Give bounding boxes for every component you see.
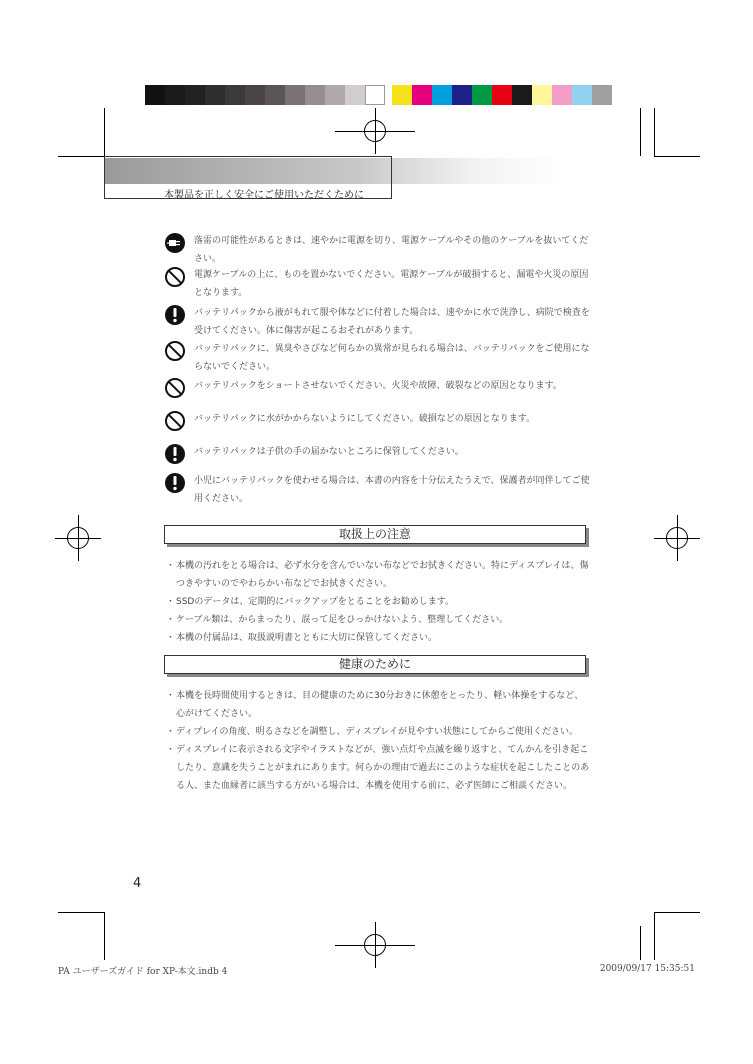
gray-swatch — [265, 85, 285, 105]
warning-text: バッテリパックは子供の手の届かないところに保管してください。 — [194, 447, 464, 457]
list-item: ・ ディスプレイに表示される文字やイラストなどが、強い点灯や点滅を繰り返すと、てんかんを引き起こしたり、意識を失うことがまれにあります。何らかの理由で過去にこのような症状を起こしたことのある人、また血縁者に該当する方がいる場合は、本機を使用する前に、必ず医師にご相談ください。 — [166, 741, 592, 795]
color-swatch — [412, 85, 432, 105]
crop-mark — [104, 912, 105, 960]
list-item: ・ ディプレイの角度、明るさなどを調整し、ディスプレイが見やすい状態にしてからご使用ください。 — [166, 723, 592, 741]
crop-mark — [640, 926, 641, 960]
warning-text: バッテリパックに、異臭やさびなど何らかの異常が見られる場合は、バッテリパックをご使用にならないでください。 — [194, 344, 590, 372]
health-list — [166, 687, 592, 795]
gray-swatch — [165, 85, 185, 105]
color-swatch — [552, 85, 572, 105]
prohibited-icon — [164, 340, 186, 362]
gray-swatch — [345, 85, 365, 105]
color-swatch — [492, 85, 512, 105]
page-title: 本製品を正しく安全にご使用いただくために — [164, 190, 364, 201]
color-swatch — [592, 85, 612, 105]
list-item: ・ 本機の付属品は、取扱説明書とともに大切に保管してください。 — [166, 629, 592, 647]
gray-swatch — [365, 85, 385, 105]
handling-list — [166, 557, 592, 647]
registration-mark-icon — [364, 934, 386, 956]
crop-mark — [104, 108, 105, 156]
swatch-gap — [385, 85, 392, 105]
gray-swatch — [245, 85, 265, 105]
crop-mark — [58, 912, 104, 913]
color-swatch — [432, 85, 452, 105]
registration-mark-icon — [364, 120, 386, 142]
crop-mark — [654, 156, 700, 157]
color-calibration-bar — [145, 85, 612, 105]
color-swatch — [472, 85, 492, 105]
gray-swatch — [185, 85, 205, 105]
registration-mark-icon — [666, 527, 688, 549]
footer-file-info: PA ユーザーズガイド for XP-本文.indb 4 — [58, 967, 228, 977]
footer-timestamp: 2009/09/17 15:35:51 — [599, 964, 695, 974]
color-swatch — [392, 85, 412, 105]
prohibited-icon — [164, 266, 186, 288]
page-number: 4 — [133, 876, 142, 891]
warning-text: 小児にバッテリパックを使わせる場合は、本書の内容を十分伝えたうえで、保護者が同伴してご使用ください。 — [194, 476, 590, 504]
warning-text: バッテリパックから液がもれて服や体などに付着した場合は、速やかに水で洗浄し、病院で検査を受けてください。体に傷害が起こるおそれがあります。 — [194, 308, 590, 336]
caution-icon — [164, 472, 186, 494]
color-swatch — [512, 85, 532, 105]
gray-swatch — [285, 85, 305, 105]
gray-swatch — [325, 85, 345, 105]
crop-mark — [58, 156, 104, 157]
gray-swatch — [205, 85, 225, 105]
prohibited-icon — [164, 410, 186, 432]
registration-mark-icon — [67, 527, 89, 549]
warning-text: 電源ケーブルの上に、ものを置かないでください。電源ケーブルが破損すると、漏電や火災の原因となります。 — [194, 270, 589, 298]
caution-icon — [164, 304, 186, 326]
color-swatch — [452, 85, 472, 105]
warning-text: バッテリパックに水がかからないようにしてください。破損などの原因となります。 — [194, 414, 536, 424]
crop-mark — [654, 912, 655, 960]
prohibited-icon — [164, 377, 186, 399]
list-item: ・ 本機を長時間使用するときは、目の健康のために30分おきに休憩をとったり、軽い体操をするなど、心がけてください。 — [166, 687, 592, 723]
gray-swatch — [305, 85, 325, 105]
crop-mark — [640, 108, 641, 156]
list-item: ・ SSDのデータは、定期的にバックアップをとることをお勧めします。 — [166, 593, 592, 611]
section-heading-health: 健康のために — [164, 655, 586, 674]
gray-swatch — [225, 85, 245, 105]
warning-text: 落雷の可能性があるときは、速やかに電源を切り、電源ケーブルやその他のケーブルを抜いてください。 — [194, 236, 589, 264]
unplug-icon — [164, 232, 186, 254]
caution-icon — [164, 443, 186, 465]
list-item: ・ ケーブル類は、からまったり、誤って足をひっかけないよう、整理してください。 — [166, 611, 592, 629]
color-swatch — [572, 85, 592, 105]
list-item: ・ 本機の汚れをとる場合は、必ず水分を含んでいない布などでお拭きください。特にディスプレイは、傷つきやすいのでやわらかい布などでお拭きください。 — [166, 557, 592, 593]
gray-swatch — [145, 85, 165, 105]
crop-mark — [654, 108, 655, 156]
crop-mark — [654, 912, 700, 913]
color-swatch — [532, 85, 552, 105]
section-heading-handling: 取扱上の注意 — [164, 525, 586, 544]
warning-text: バッテリパックをショートさせないでください。火災や故障、破裂などの原因となります。 — [194, 381, 562, 391]
